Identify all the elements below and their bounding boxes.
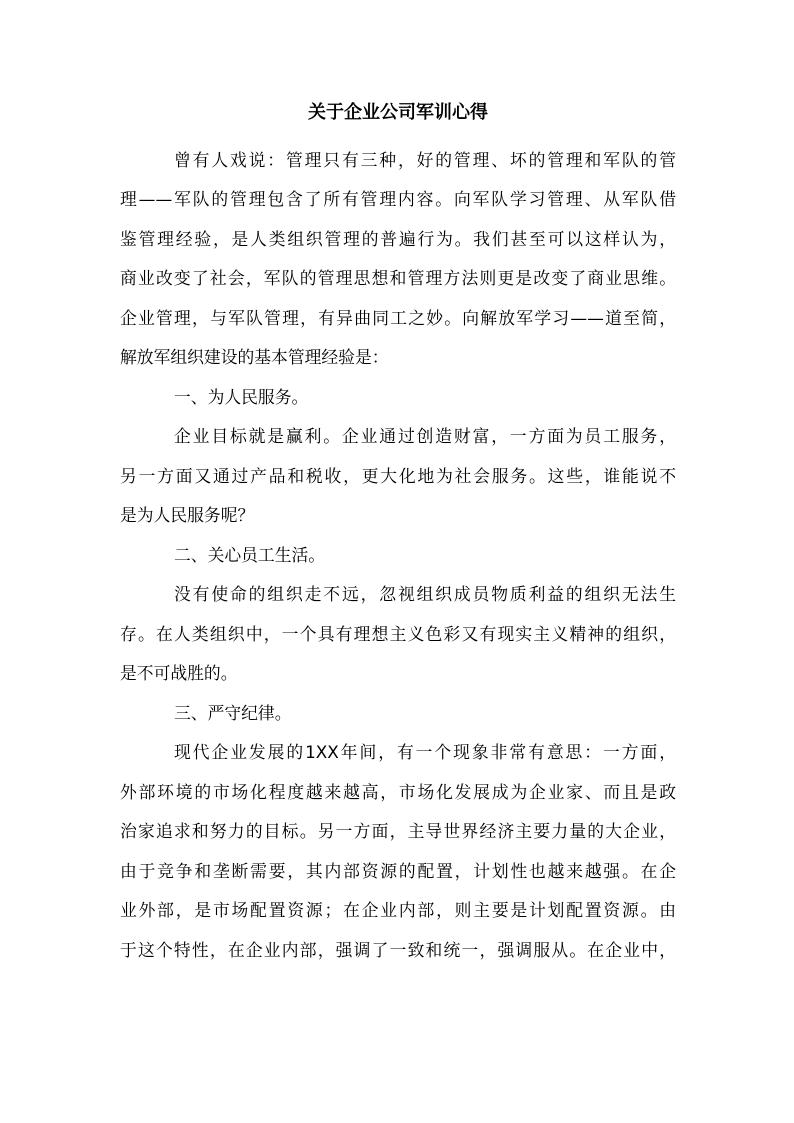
paragraph-1-line-4: 商业改变了社会，军队的管理思想和管理方法则更是改变了商业思维。 [120, 268, 676, 288]
paragraph-3-line-3: 是不可战胜的。 [120, 663, 238, 683]
paragraph-1-line-5: 企业管理，与军队管理，有异曲同工之妙。向解放军学习——道至简， [120, 308, 676, 328]
paragraph-1-line-3: 鉴管理经验，是人类组织管理的普遍行为。我们甚至可以这样认为， [120, 229, 676, 249]
paragraph-4-line-1: 现代企业发展的1XX年间，有一个现象非常有意思：一方面， [174, 742, 676, 762]
paragraph-4-line-3: 治家追求和努力的目标。另一方面，主导世界经济主要力量的大企业， [120, 821, 676, 841]
section-heading-3: 三、严守纪律。 [174, 703, 292, 723]
section-heading-2: 二、关心员工生活。 [174, 545, 326, 565]
paragraph-1-line-2: 理——军队的管理包含了所有管理内容。向军队学习管理、从军队借 [120, 189, 676, 209]
paragraph-1-line-6: 解放军组织建设的基本管理经验是： [120, 347, 389, 367]
paragraph-4-line-2: 外部环境的市场化程度越来越高，市场化发展成为企业家、而且是政 [120, 782, 676, 802]
paragraph-2-line-3: 是为人民服务呢？ [120, 505, 255, 525]
document-title: 关于企业公司军训心得 [308, 102, 488, 123]
paragraph-4-line-5: 业外部，是市场配置资源；在企业内部，则主要是计划配置资源。由 [120, 900, 676, 920]
paragraph-2-line-1: 企业目标就是赢利。企业通过创造财富，一方面为员工服务， [174, 426, 676, 446]
paragraph-4-line-6: 于这个特性，在企业内部，强调了一致和统一，强调服从。在企业中， [120, 940, 676, 960]
paragraph-3-line-2: 存。在人类组织中，一个具有理想主义色彩又有现实主义精神的组织， [120, 624, 676, 644]
paragraph-3-line-1: 没有使命的组织走不远，忽视组织成员物质利益的组织无法生 [174, 584, 676, 604]
paragraph-1-line-1: 曾有人戏说：管理只有三种，好的管理、坏的管理和军队的管 [174, 150, 676, 170]
section-heading-1: 一、为人民服务。 [174, 387, 309, 407]
paragraph-4-line-4: 由于竞争和垄断需要，其内部资源的配置，计划性也越来越强。在企 [120, 861, 676, 881]
paragraph-2-line-2: 另一方面又通过产品和税收，更大化地为社会服务。这些，谁能说不 [120, 466, 676, 486]
